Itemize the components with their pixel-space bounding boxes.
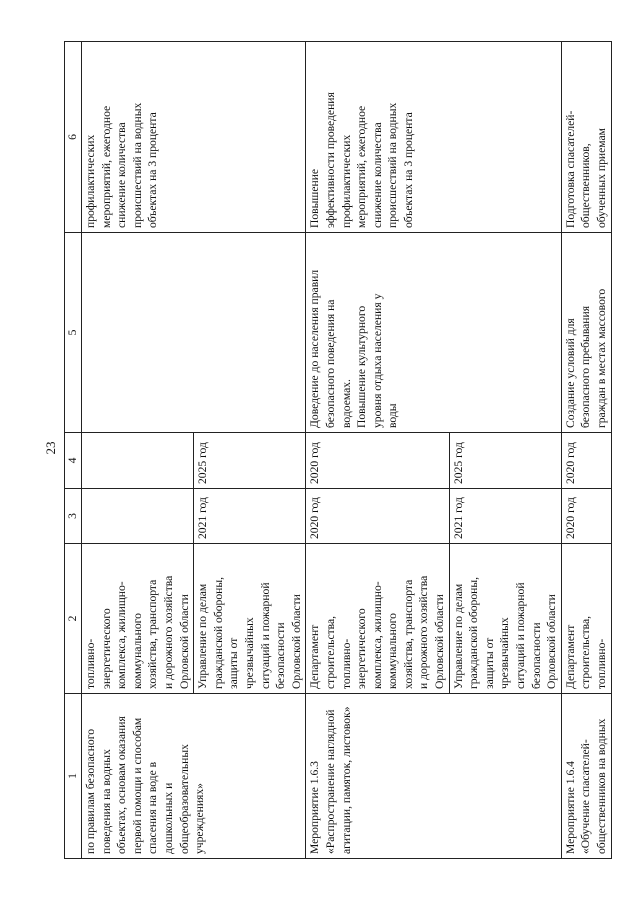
start-year-cell: 2020 год xyxy=(306,489,449,544)
header-cell: 3 xyxy=(65,489,82,544)
activity-cell: Мероприятие 1.6.3 «Распространение наглядной агитации, памяток, листовок» xyxy=(306,694,562,859)
result-cell: Доведение до населения правил безопасного поведения на водоемах. Повышение культурного уровня отдыха населения у воды xyxy=(306,233,562,433)
activity-cell: по правилам безопасного поведения на водных объектах, основам оказания первой помощи и способам спасения на воде в дошкольных и общеобразовательных учреждениях» xyxy=(82,694,306,859)
header-cell: 1 xyxy=(65,694,82,859)
end-year-cell xyxy=(82,433,194,489)
table-row xyxy=(306,42,449,859)
indicator-cell: Подготовка спасателей- общественников, обученных приемам xyxy=(561,42,611,233)
header-row xyxy=(65,42,82,859)
end-year-cell: 2020 год xyxy=(306,433,449,489)
header-cell: 4 xyxy=(65,433,82,489)
start-year-cell: 2021 год xyxy=(449,489,561,544)
rotated-table-container xyxy=(64,42,608,859)
start-year-cell: 2021 год xyxy=(194,489,306,544)
end-year-cell: 2025 год xyxy=(449,433,561,489)
end-year-cell: 2020 год xyxy=(561,433,611,489)
indicator-cell: профилактических мероприятий, ежегодное снижение количества происшествий на водных объектах на 3 процента xyxy=(82,42,306,233)
executor-cell: топливно- энергетического комплекса, жилищно- коммунального хозяйства, транспорта и дорожного хозяйства Орловской области xyxy=(82,544,194,694)
executor-cell: Управление по делам гражданской обороны, защиты от чрезвычайных ситуаций и пожарной безопасности Орловской области xyxy=(449,544,561,694)
executor-cell: Департамент строительства, топливно- xyxy=(561,544,611,694)
end-year-cell: 2025 год xyxy=(194,433,306,489)
table-row xyxy=(561,42,611,859)
result-cell xyxy=(82,233,306,433)
header-cell: 2 xyxy=(65,544,82,694)
executor-cell: Управление по делам гражданской обороны, защиты от чрезвычайных ситуаций и пожарной безопасности Орловской области xyxy=(194,544,306,694)
result-cell: Создание условий для безопасного пребывания граждан в местах массового xyxy=(561,233,611,433)
activity-cell: Мероприятие 1.6.4 «Обучение спасателей- общественников на водных xyxy=(561,694,611,859)
start-year-cell: 2020 год xyxy=(561,489,611,544)
start-year-cell xyxy=(82,489,194,544)
indicator-cell: Повышение эффективности проведения профилактических мероприятий, ежегодное снижение количества происшествий на водных объектах на 3 процента xyxy=(306,42,562,233)
page-number: 23 xyxy=(43,441,58,455)
table-row xyxy=(82,42,194,859)
executor-cell: Департамент строительства, топливно- энергетического комплекса, жилищно- коммунального хозяйства, транспорта и дорожного хозяйства Орловской области xyxy=(306,544,449,694)
header-cell: 6 xyxy=(65,42,82,233)
program-activities-table xyxy=(64,41,612,859)
header-cell: 5 xyxy=(65,233,82,433)
